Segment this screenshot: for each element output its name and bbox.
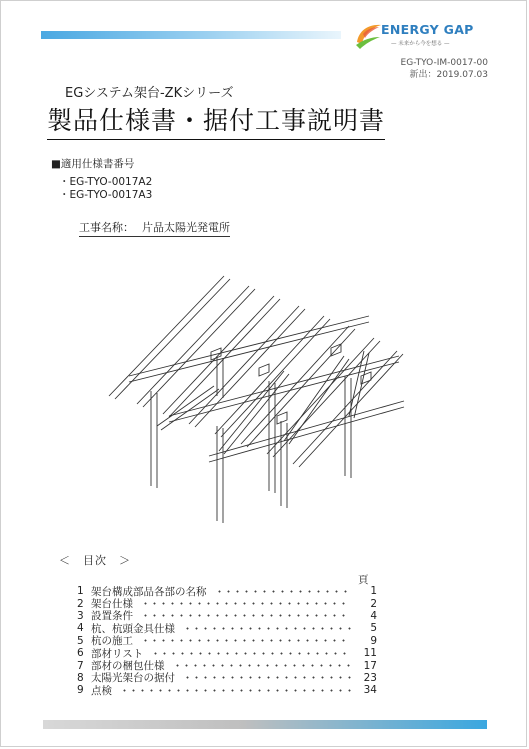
toc-item-page: 17 (363, 659, 377, 672)
toc-leader-dots (141, 614, 351, 617)
toc-leader-dots (141, 639, 351, 642)
toc-item-number: 5 (77, 634, 84, 647)
company-logo (353, 17, 503, 57)
toc-page-column-heading: 頁 (358, 574, 369, 586)
document-number-block (401, 57, 488, 81)
toc-item-page: 9 (370, 634, 377, 647)
toc-item-number: 8 (77, 671, 84, 684)
toc-item-label: 杭、杭頭金具仕様 (91, 622, 175, 635)
series-name: EGシステム架台-ZKシリーズ (65, 86, 234, 101)
toc-item-number: 6 (77, 647, 84, 660)
logo-swoosh-icon (353, 20, 383, 50)
spec-number-heading: ■適用仕様書番号 (51, 158, 135, 170)
project-name-label: 工事名称： (79, 221, 134, 234)
toc-leader-dots (120, 689, 351, 692)
spec-number-list (59, 176, 152, 202)
project-name-value: 片品太陽光発電所 (142, 221, 230, 234)
toc-item-label: 点検 (91, 684, 112, 697)
toc-item-label: 部材リスト (91, 647, 144, 660)
toc-leader-dots (183, 627, 351, 630)
toc-leader-dots (215, 590, 352, 593)
toc-item-page: 2 (370, 597, 377, 610)
toc-item-number: 7 (77, 659, 84, 672)
toc-item-number: 3 (77, 609, 84, 622)
toc-item-label: 設置条件 (91, 610, 133, 623)
toc-item[interactable] (77, 672, 377, 684)
project-name (79, 219, 230, 237)
toc-item-label: 架台構成部品各部の名称 (91, 585, 207, 598)
footer-accent-bar (43, 720, 487, 729)
document-issue-date: 新出：2019.07.03 (409, 70, 488, 80)
toc-item[interactable] (77, 684, 377, 696)
toc-item-page: 4 (370, 609, 377, 622)
mounting-rack-illustration (99, 256, 419, 531)
logo-tagline: — 未来から今を想る — (391, 41, 450, 47)
toc-item-number: 9 (77, 684, 84, 697)
page-title: 製品仕様書・据付工事説明書 (47, 101, 385, 140)
toc-item-page: 1 (370, 585, 377, 598)
table-of-contents (77, 585, 377, 697)
toc-item-page: 5 (370, 622, 377, 635)
spec-number-item: ・EG-TYO-0017A3 (59, 189, 153, 201)
toc-leader-dots (173, 664, 352, 667)
toc-item-label: 太陽光架台の据付 (91, 672, 175, 685)
toc-item-page: 34 (363, 684, 377, 697)
toc-item-page: 11 (363, 647, 377, 660)
toc-leader-dots (141, 602, 351, 605)
spec-number-item: ・EG-TYO-0017A2 (59, 176, 153, 188)
header-accent-bar (41, 31, 341, 39)
document-number: EG-TYO-IM-0017-00 (400, 58, 488, 68)
toc-heading: ＜ 目次 ＞ (59, 554, 131, 567)
toc-item-number: 1 (77, 585, 84, 598)
toc-item-number: 4 (77, 622, 84, 635)
toc-item-label: 杭の施工 (91, 635, 133, 648)
toc-leader-dots (183, 676, 351, 679)
toc-item-number: 2 (77, 597, 84, 610)
toc-item-label: 部材の梱包仕様 (91, 660, 165, 673)
toc-leader-dots (151, 652, 351, 655)
logo-wordmark: ENERGY GAP (381, 22, 474, 37)
toc-item-page: 23 (363, 671, 377, 684)
toc-item-label: 架台仕様 (91, 598, 133, 611)
